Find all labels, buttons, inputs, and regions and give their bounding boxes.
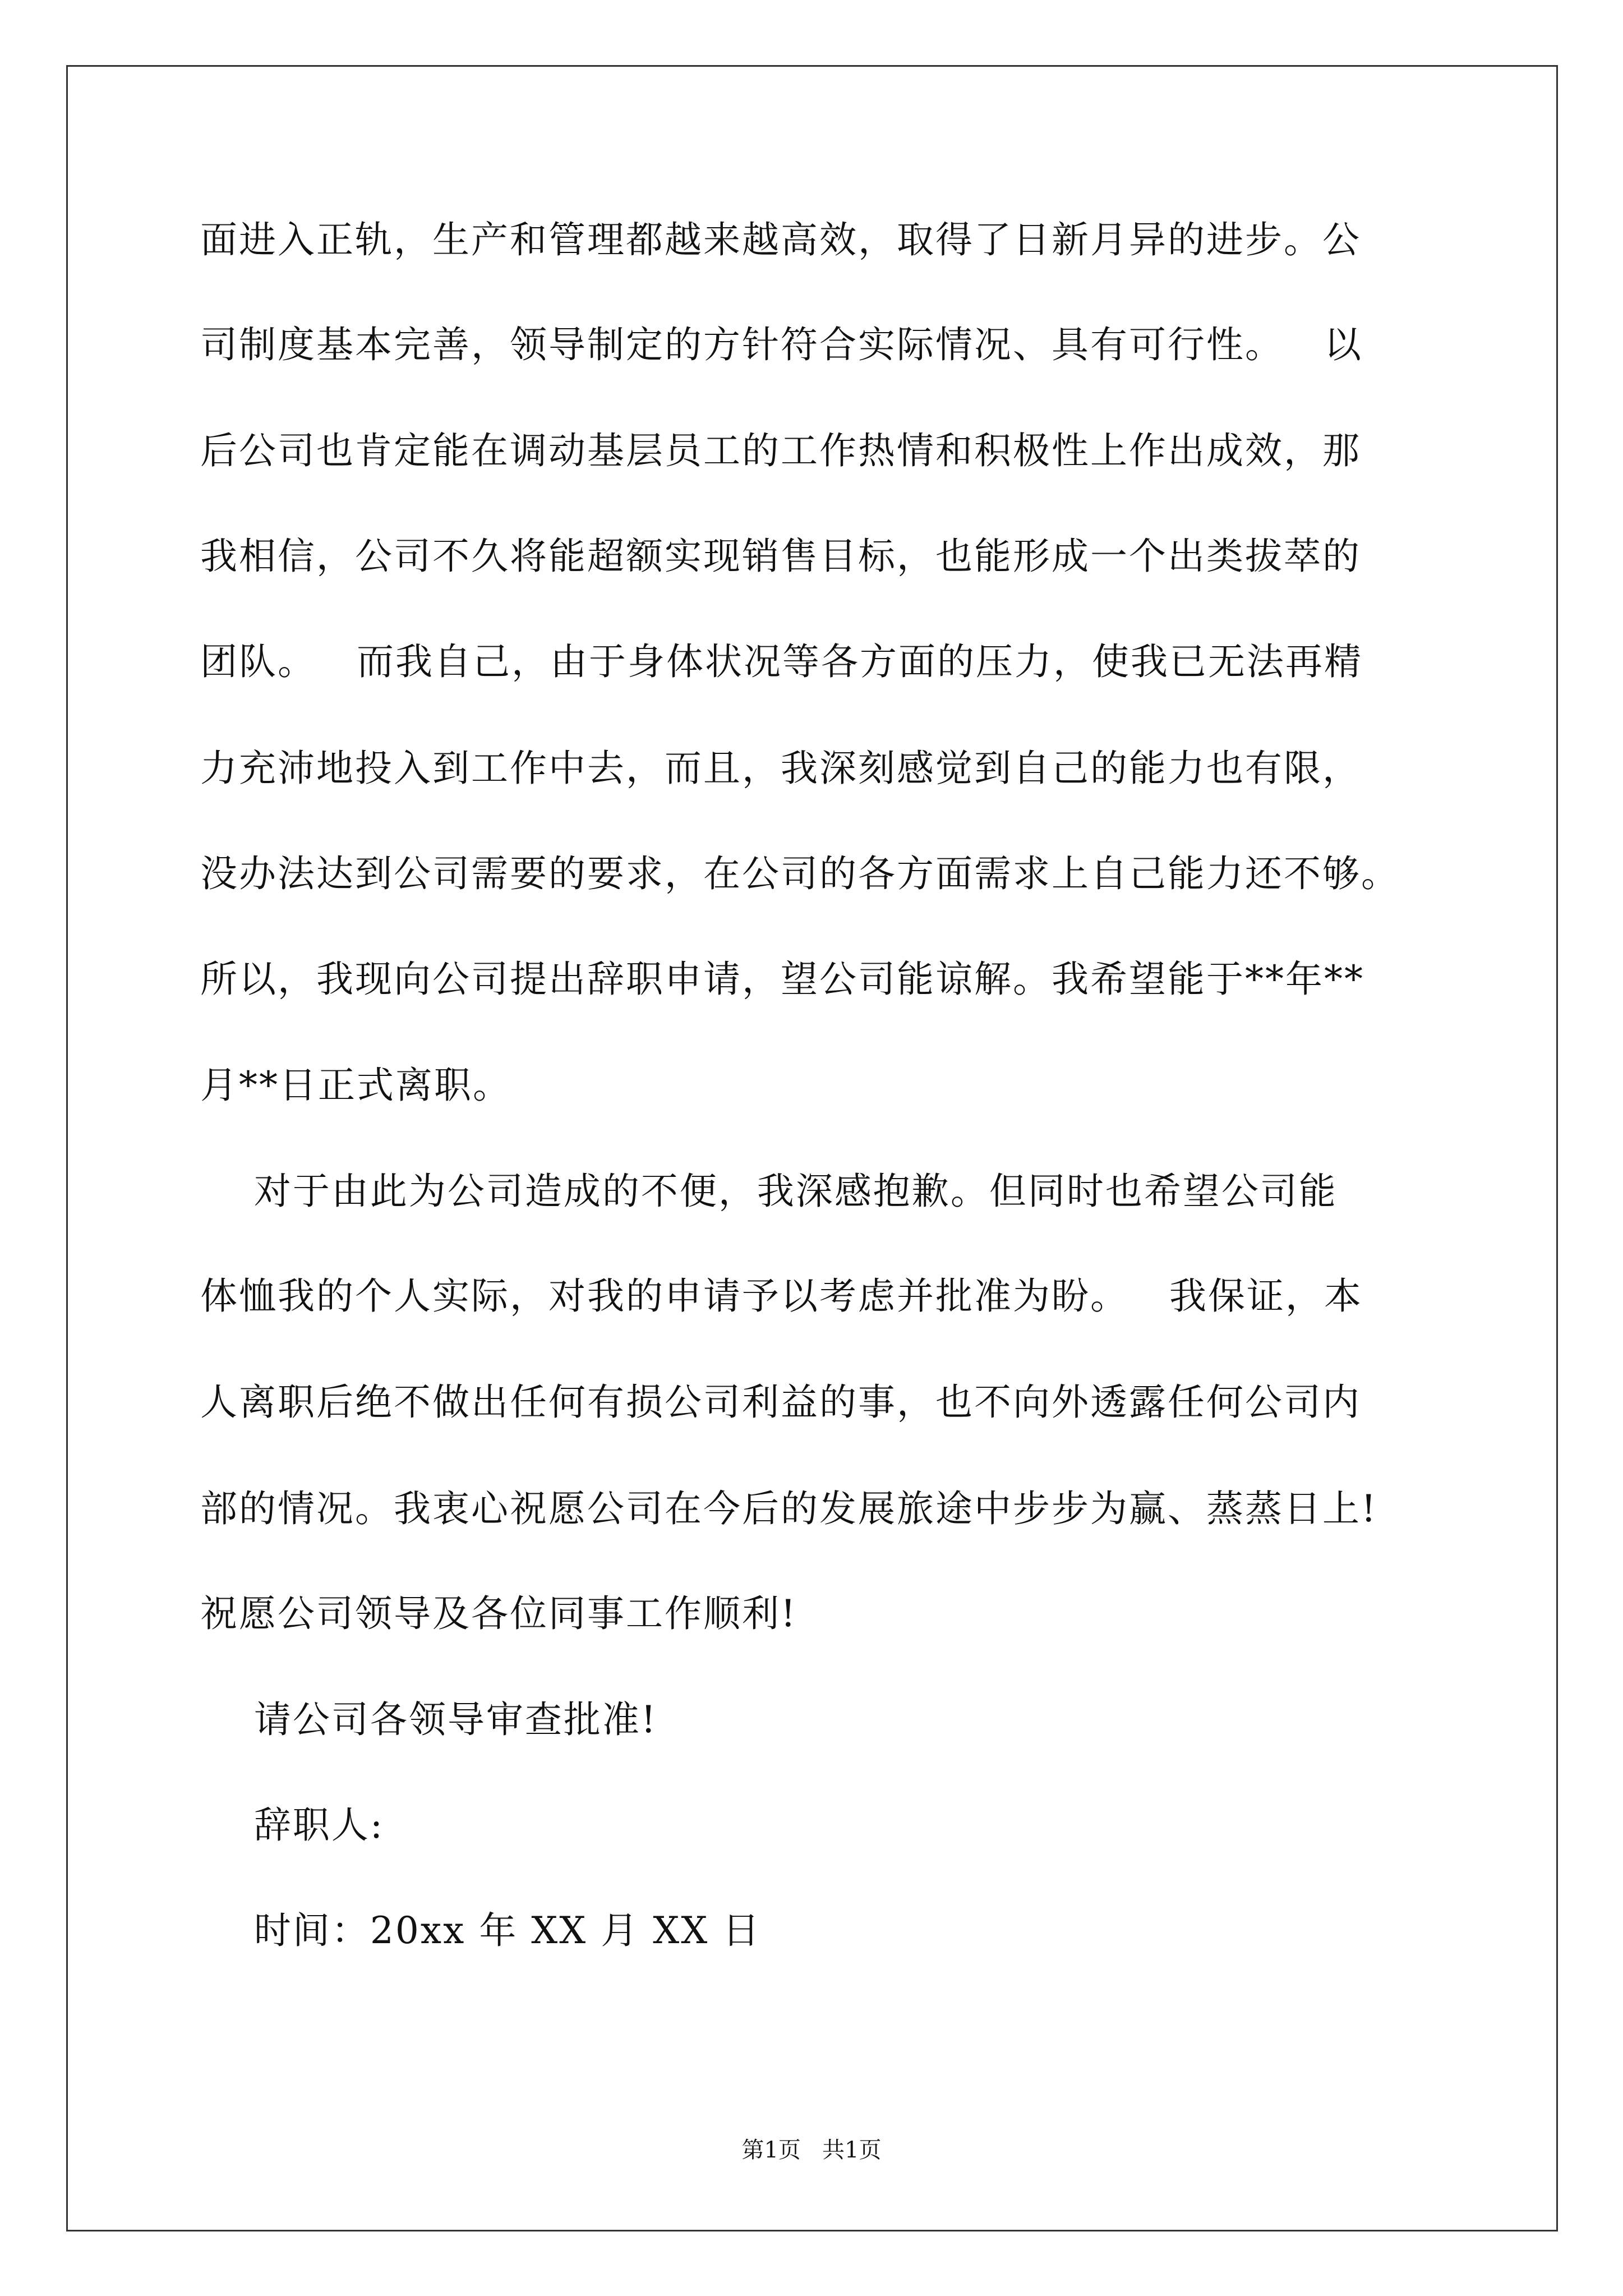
closing-request: 请公司各领导审查批准! (200, 1698, 658, 1741)
body-line-11: 体恤我的个人实际，对我的申请予以考虑并批准为盼。 我保证，本 (200, 1274, 1363, 1318)
body-line-14: 祝愿公司领导及各位同事工作顺利! (200, 1592, 797, 1635)
body-line-3: 后公司也肯定能在调动基层员工的工作热情和积极性上作出成效，那 (200, 429, 1361, 472)
body-line-8: 所以，我现向公司提出辞职申请，望公司能谅解。我希望能于**年** (200, 958, 1364, 1001)
page-border (66, 65, 1558, 2231)
body-line-12: 人离职后绝不做出任何有损公司利益的事，也不向外透露任何公司内 (200, 1381, 1361, 1424)
body-line-13: 部的情况。我衷心祝愿公司在今后的发展旅途中步步为赢、蒸蒸日上! (200, 1487, 1378, 1530)
page-number-footer: 第1页 共1页 (741, 2137, 882, 2163)
resigner-label: 辞职人: (200, 1803, 385, 1847)
body-line-1: 面进入正轨，生产和管理都越来越高效，取得了日新月异的进步。公 (200, 218, 1361, 261)
date-line: 时间：20xx 年 XX 月 XX 日 (200, 1909, 762, 1952)
body-line-5: 团队。 而我自己，由于身体状况等各方面的压力，使我已无法再精 (200, 640, 1363, 683)
body-line-6: 力充沛地投入到工作中去，而且，我深刻感觉到自己的能力也有限， (200, 747, 1361, 790)
body-line-7: 没办法达到公司需要的要求，在公司的各方面需求上自己能力还不够。 (200, 852, 1400, 895)
body-line-9: 月**日正式离职。 (200, 1064, 511, 1107)
body-line-2: 司制度基本完善，领导制定的方针符合实际情况、具有可行性。 以 (200, 323, 1363, 366)
body-line-4: 我相信，公司不久将能超额实现销售目标，也能形成一个出类拔萃的 (200, 535, 1361, 578)
body-line-10: 对于由此为公司造成的不便，我深感抱歉。但同时也希望公司能 (200, 1170, 1338, 1213)
